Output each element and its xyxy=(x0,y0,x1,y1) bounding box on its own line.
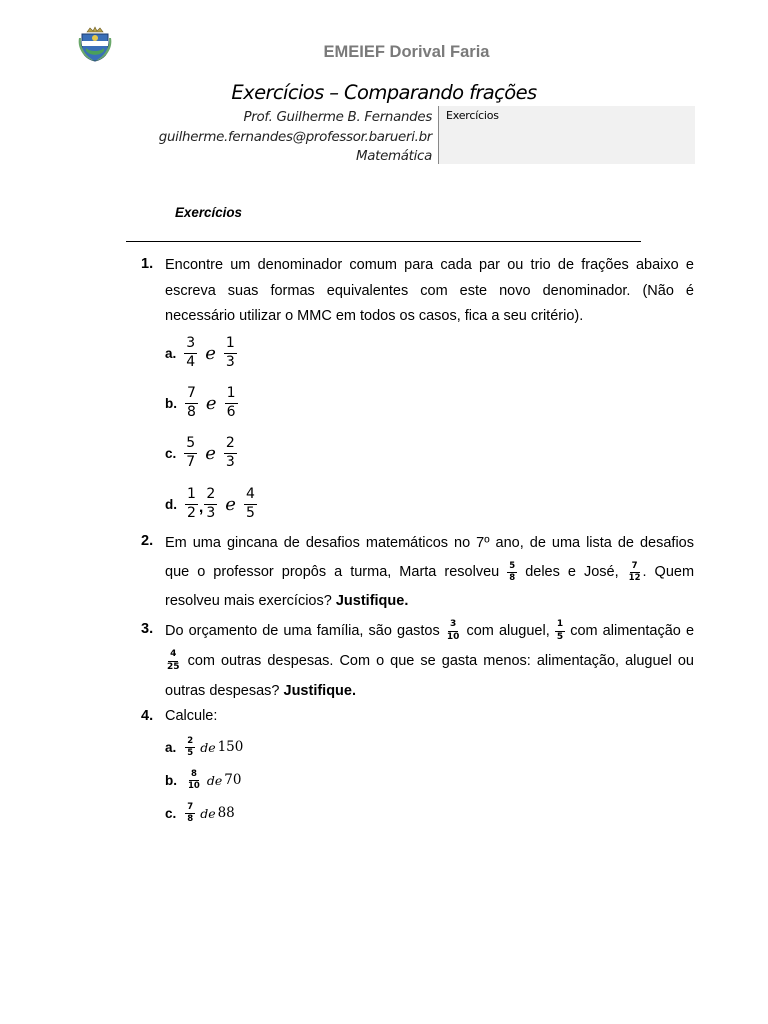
fraction: $\frac{7}{8}$ xyxy=(187,801,194,824)
question-1-number: 1. xyxy=(141,256,154,272)
info-box xyxy=(438,106,695,164)
item-label: c. xyxy=(165,445,177,461)
question-2-text: Em uma gincana de desafios matemáticos no 7º ano, de uma lista de desafios que o professor propôs a turma, Marta resolveu $\frac{5}{8}$ deles e José, $\frac{7}{12}$ . Quem resolveu mais exercícios? Justifique. xyxy=(165,535,695,609)
fraction: $\frac{1}{5}$ xyxy=(556,619,564,642)
conjunction: e xyxy=(205,342,216,364)
item-label: c. xyxy=(165,805,177,821)
question-4-text: Calcule: xyxy=(165,708,218,724)
fraction: $\frac{5}{8}$ xyxy=(509,561,516,583)
teacher-name: Prof. Guilherme B. Fernandes xyxy=(243,110,432,125)
fraction: $\frac{2}{5}$ xyxy=(187,735,194,758)
question-2-number: 2. xyxy=(141,533,154,549)
conjunction: e xyxy=(205,392,217,414)
fraction: $\frac{3}{4}$ xyxy=(186,335,196,370)
comma-separator: , xyxy=(198,499,204,516)
fraction: $\frac{4}{5}$ xyxy=(245,486,255,521)
value: 88 xyxy=(217,805,235,821)
value: 70 xyxy=(224,772,242,788)
de-word: de xyxy=(206,772,223,788)
info-box-label: Exercícios xyxy=(446,109,499,122)
section-title: Exercícios xyxy=(175,205,242,220)
de-word: de xyxy=(200,739,216,755)
q1-item-d xyxy=(165,483,257,525)
item-label: a. xyxy=(165,345,177,361)
conjunction: e xyxy=(205,442,216,464)
question-3-text: Do orçamento de uma família, são gastos $\frac{3}{10}$ com aluguel, $\frac{1}{5}$ com alimentação e $\frac{4}{25}$ com outras despesas. Com o que se gasta menos: alimentação, aluguel ou outras despesas? Justifique. xyxy=(165,619,695,699)
fraction: $\frac{1}{3}$ xyxy=(225,335,235,370)
question-4-number: 4. xyxy=(141,708,154,724)
item-label: d. xyxy=(165,496,177,512)
conjunction: e xyxy=(225,493,236,515)
teacher-email[interactable]: guilherme.fernandes@professor.barueri.br xyxy=(158,129,432,145)
fraction: $\frac{5}{7}$ xyxy=(186,435,196,470)
subject-name: Matemática xyxy=(355,149,432,164)
value: 150 xyxy=(217,739,244,755)
fraction: $\frac{7}{12}$ xyxy=(628,561,641,583)
fraction: $\frac{1}{6}$ xyxy=(226,385,236,420)
item-label: a. xyxy=(165,739,177,755)
fraction: $\frac{8}{10}$ xyxy=(188,768,200,791)
q1-item-b xyxy=(165,382,238,424)
item-label: b. xyxy=(165,772,177,788)
fraction: $\frac{3}{10}$ xyxy=(446,619,460,642)
teacher-info xyxy=(120,108,432,167)
fraction: $\frac{2}{3}$ xyxy=(206,486,216,521)
item-label: b. xyxy=(165,395,177,411)
fraction: $\frac{2}{3}$ xyxy=(225,435,235,470)
fraction: $\frac{4}{25}$ xyxy=(167,649,180,672)
question-1-text: Encontre um denominador comum para cada par ou trio de frações abaixo e escreva suas formas equivalentes com este novo denominador. (Não é necessário utilizar o MMC em todos os casos, fica a seu critério). xyxy=(165,257,694,324)
section-divider xyxy=(126,241,641,242)
fraction: $\frac{7}{8}$ xyxy=(187,385,196,420)
question-3-number: 3. xyxy=(141,621,154,637)
de-word: de xyxy=(200,805,216,821)
q1-item-c xyxy=(165,432,237,474)
q4-item-b xyxy=(165,766,241,794)
fraction: $\frac{1}{2}$ xyxy=(187,486,196,521)
school-name: EMEIEF Dorival Faria xyxy=(323,43,490,61)
worksheet-title: Exercícios – Comparando frações xyxy=(231,81,537,104)
q4-item-a xyxy=(165,733,243,761)
q4-item-c xyxy=(165,799,235,827)
q1-item-a xyxy=(165,332,237,374)
